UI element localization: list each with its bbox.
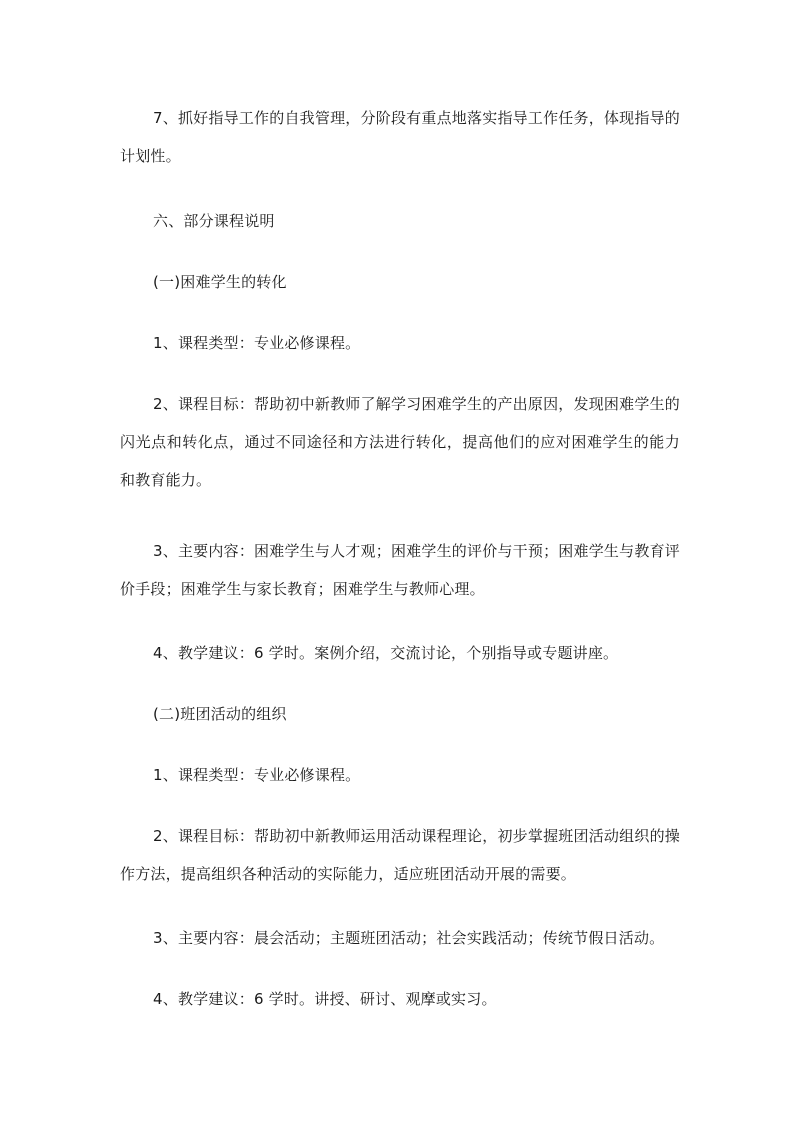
paragraph-main-content-1: 3、主要内容：困难学生与人才观；困难学生的评价与干预；困难学生与教育评价手段；困难学生与家长教育；困难学生与教师心理。	[120, 542, 680, 598]
subsection-heading-class-activities: (二)班团活动的组织	[153, 705, 287, 723]
paragraph-course-type-1: 1、课程类型：专业必修课程。	[153, 334, 361, 352]
paragraph-main-content-2: 3、主要内容：晨会活动；主题班团活动；社会实践活动；传统节假日活动。	[153, 929, 665, 947]
paragraph-teaching-advice-2: 4、教学建议：6 学时。讲授、研讨、观摩或实习。	[153, 990, 497, 1008]
paragraph-course-type-2: 1、课程类型：专业必修课程。	[153, 766, 361, 784]
paragraph-teaching-advice-1: 4、教学建议：6 学时。案例介绍，交流讨论，个别指导或专题讲座。	[153, 644, 619, 662]
paragraph-guidance-self-management: 7、抓好指导工作的自我管理，分阶段有重点地落实指导工作任务，体现指导的计划性。	[120, 109, 680, 165]
section-heading-course-description: 六、部分课程说明	[153, 212, 275, 230]
paragraph-course-goal-1: 2、课程目标：帮助初中新教师了解学习困难学生的产出原因，发现困难学生的闪光点和转化点，通过不同途径和方法进行转化，提高他们的应对困难学生的能力和教育能力。	[120, 395, 680, 489]
paragraph-course-goal-2: 2、课程目标：帮助初中新教师运用活动课程理论，初步掌握班团活动组织的操作方法，提高组织各种活动的实际能力，适应班团活动开展的需要。	[120, 827, 680, 883]
subsection-heading-difficult-students: (一)困难学生的转化	[153, 273, 287, 291]
